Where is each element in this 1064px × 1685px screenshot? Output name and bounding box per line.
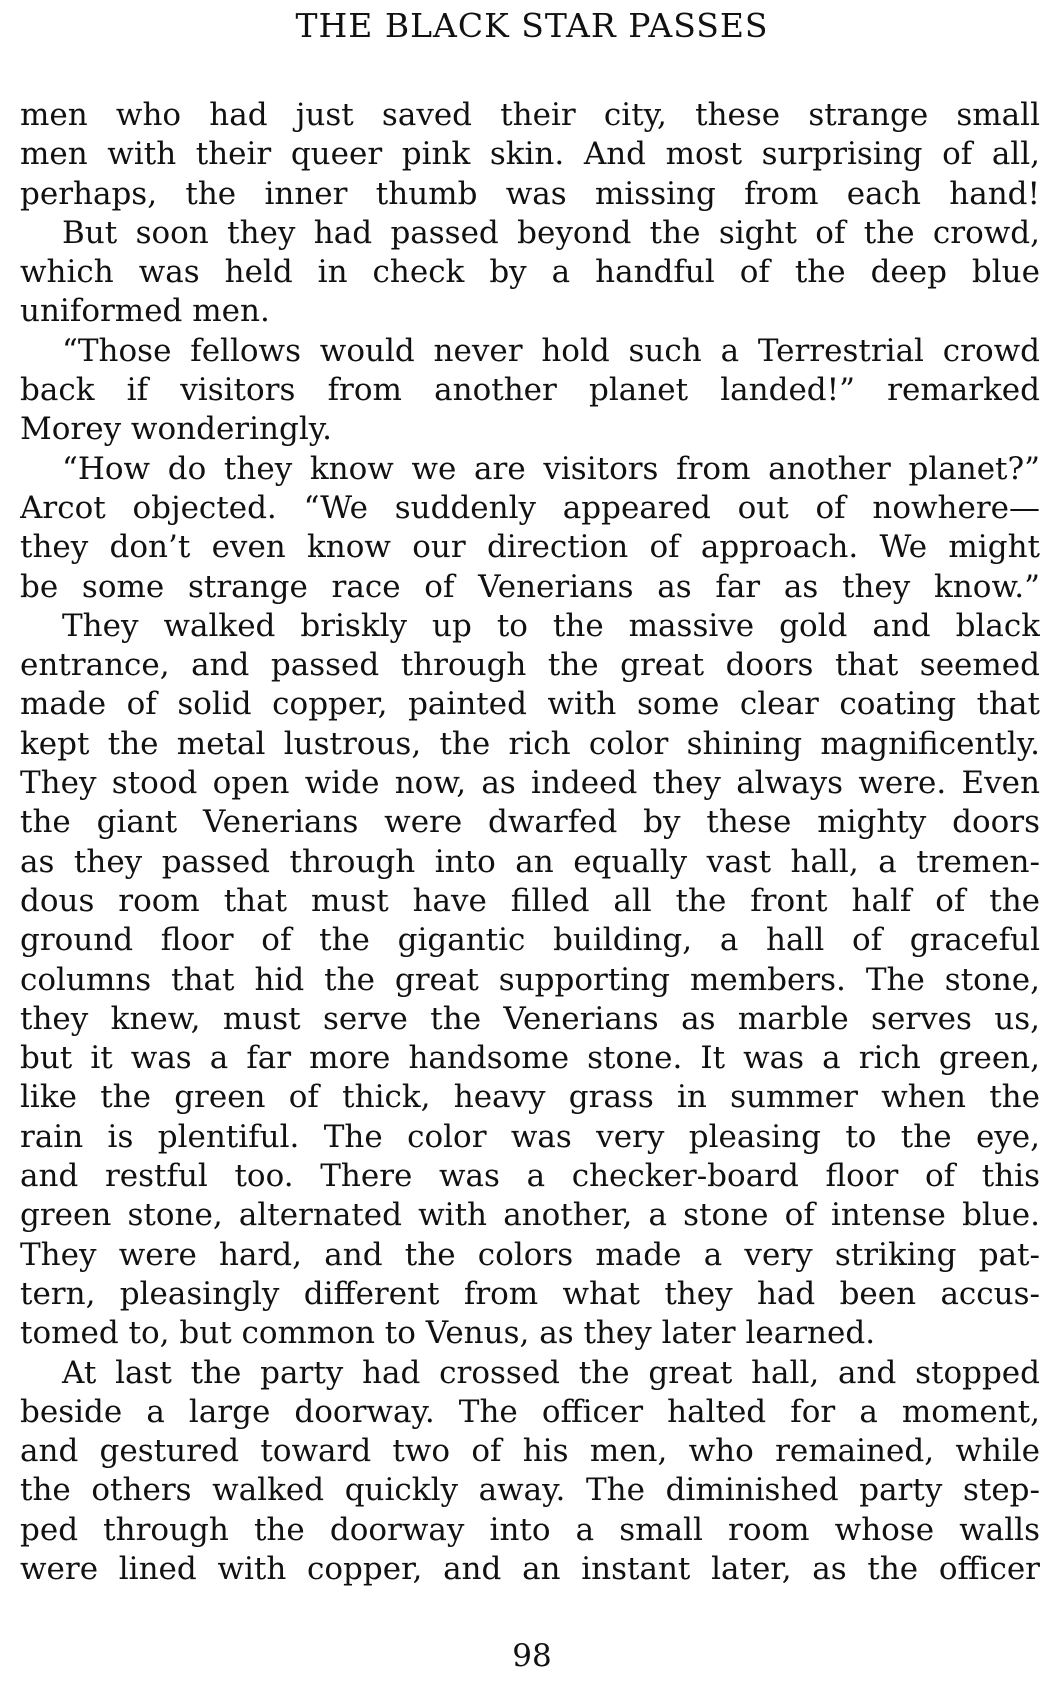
text-line: were lined with copper, and an instant later, as the officer [20,1550,1040,1587]
text-line: Morey wonderingly. [20,411,332,448]
text-line: men who had just saved their city, these strange small [20,97,1040,133]
text-line: the giant Venerians were dwarfed by these mighty doors [20,804,1040,841]
text-line: ground floor of the gigantic building, a hall of graceful [20,922,1040,959]
text-line: rain is plentiful. The color was very pleasing to the eye, [20,1118,1040,1155]
text-line: the others walked quickly away. The diminished party step- [20,1472,1040,1509]
text-line: made of solid copper, painted with some clear coating that [20,686,1040,723]
text-line: They were hard, and the colors made a very striking pat- [20,1236,1040,1273]
text-line: “Those fellows would never hold such a Terrestrial crowd [62,332,1040,369]
text-line: kept the metal lustrous, the rich color shining magnificently. [20,725,1040,762]
text-line: which was held in check by a handful of the deep blue [20,254,1040,291]
text-line: they knew, must serve the Venerians as marble serves us, [20,1000,1040,1037]
text-line: like the green of thick, heavy grass in summer when the [20,1079,1040,1116]
text-line: and restful too. There was a checker-board floor of this [20,1158,1040,1195]
text-line: tomed to, but common to Venus, as they later learned. [20,1315,876,1352]
text-line: But soon they had passed beyond the sight of the crowd, [62,214,1040,251]
running-head: THE BLACK STAR PASSES [295,6,769,45]
text-line: and gestured toward two of his men, who remained, while [20,1433,1040,1470]
text-line: uniformed men. [20,293,270,330]
text-line: green stone, alternated with another, a stone of intense blue. [20,1197,1040,1234]
text-line: They stood open wide now, as indeed they always were. Even [20,765,1040,802]
page-number: 98 [512,1638,552,1674]
text-line: dous room that must have filled all the front half of the [20,882,1040,919]
text-line: tern, pleasingly different from what they had been accus- [20,1275,1040,1312]
text-line: ped through the doorway into a small room whose walls [20,1511,1040,1548]
text-line: Arcot objected. “We suddenly appeared out of nowhere— [20,489,1040,526]
text-line: columns that hid the great supporting members. The stone, [20,961,1040,998]
text-line: they don’t even know our direction of approach. We might [20,529,1040,566]
text-line: “How do they know we are visitors from another planet?” [62,450,1040,487]
text-line: back if visitors from another planet landed!” remarked [20,372,1040,409]
text-line: At last the party had crossed the great hall, and stopped [62,1354,1040,1391]
text-line: They walked briskly up to the massive gold and black [62,607,1040,644]
text-line: as they passed through into an equally vast hall, a tremen- [20,843,1040,880]
text-line: entrance, and passed through the great doors that seemed [20,647,1040,684]
text-line: but it was a far more handsome stone. It was a rich green, [20,1040,1040,1077]
text-line: beside a large doorway. The officer halted for a moment, [20,1393,1040,1430]
text-line: perhaps, the inner thumb was missing from each hand! [20,175,1040,212]
body-text [20,96,1040,1589]
text-line: men with their queer pink skin. And most surprising of all, [20,136,1040,173]
text-line: be some strange race of Venerians as far as they know.” [20,568,1040,605]
